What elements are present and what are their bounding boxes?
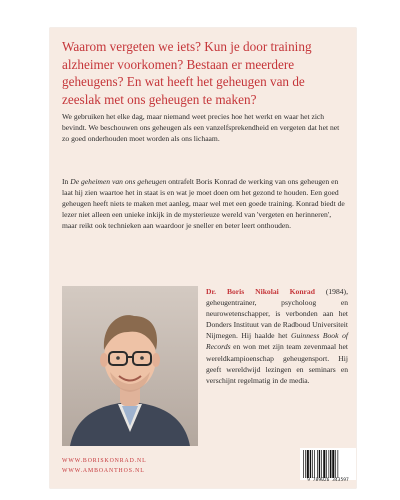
tagline: Waarom vergeten we iets? Kun je door training alzheimer voorkomen? Bestaan er meerdere geheugens? En wat heeft het geheugen van de zeeslak met ons geheugen te maken? (62, 39, 312, 107)
body-paragraph (62, 176, 348, 231)
author-name: Dr. Boris Nikolai Konrad (206, 287, 315, 296)
body-prefix: In (62, 177, 69, 186)
body-text: ontrafelt Boris Konrad de werking van ons geheugen en laat hij zien waartoe het in staat is en wat je moet doen om het gezond te houden. Een goed geheugen heeft niets te maken met aanleg, maar wel met een goede training. Konrad biedt de lezer niet alleen een unieke inkijk in de mysterieuze wereld van 'vergeten en herinneren', maar reikt ook technieken aan waardoor je sneller en beter leert onthouden. (62, 177, 345, 231)
link-author-site[interactable]: WWW.BORISKONRAD.NL (62, 458, 147, 464)
author-photo (62, 286, 198, 446)
barcode-number: 9 789026 343597 (307, 478, 349, 483)
record-title: Guinness Book of Records (206, 331, 348, 352)
barcode-bars (303, 450, 353, 478)
back-cover (50, 28, 356, 488)
book-title: De geheimen van ons geheugen (70, 177, 167, 186)
link-publisher-site[interactable]: WWW.AMBOANTHOS.NL (62, 468, 145, 474)
intro-paragraph: We gebruiken het elke dag, maar niemand weet precies hoe het werkt en waar het zich bevindt. We beschouwen ons geheugen als een vanzelfsprekendheid en vergeten dat het net zo goed onderhouden moet worden als ons lichaam. (62, 112, 340, 144)
bio-part-1: (1984), geheugentrainer, psycholoog en neurowetenschapper, is verbonden aan het Donders Instituut van de Radboud Universiteit Nijmegen. Hij haalde het (206, 287, 348, 341)
author-bio (206, 286, 348, 386)
website-links (62, 456, 147, 476)
author-portrait-image (62, 286, 198, 446)
bio-part-2: en won met zijn team zevenmaal het wereldkampioenschap geheugensport. Hij geeft wereldwijd lezingen en seminars en verschijnt regelmatig in de media. (206, 342, 348, 385)
barcode (300, 448, 356, 480)
